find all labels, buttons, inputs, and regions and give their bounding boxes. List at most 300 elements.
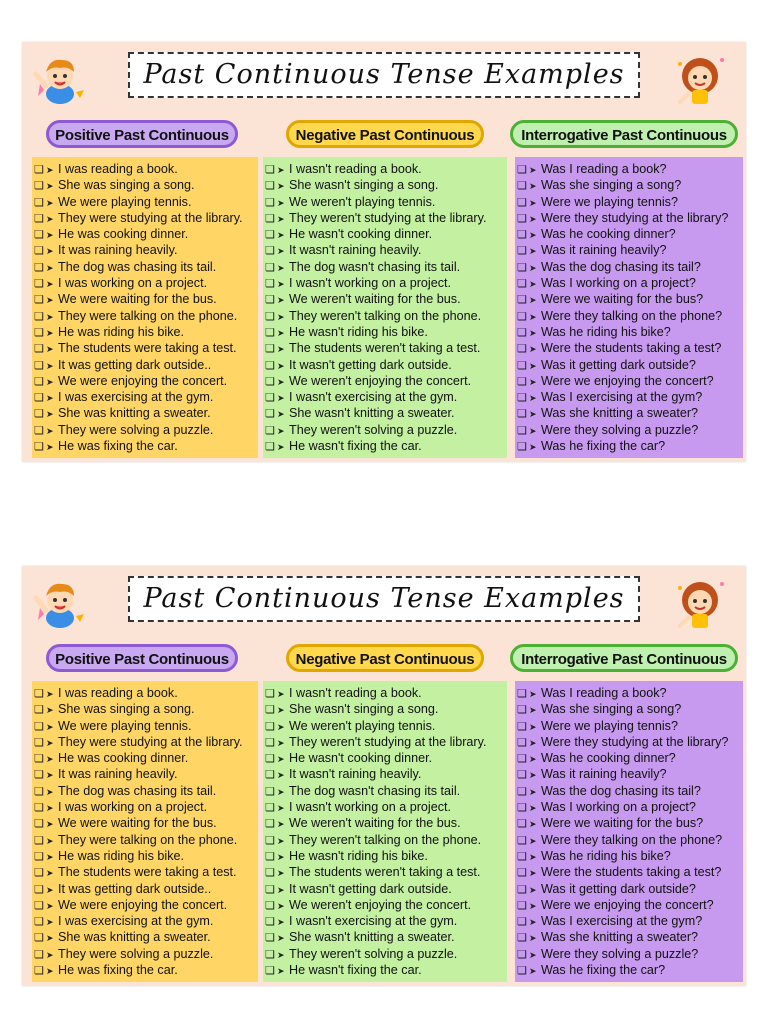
checkbox-bullet-icon: ❏ bbox=[517, 785, 527, 798]
positive-column bbox=[32, 157, 258, 458]
checkbox-bullet-icon: ❏ bbox=[517, 802, 527, 815]
negative-sentence-row bbox=[263, 766, 507, 782]
page-title: Past Continuous Tense Examples bbox=[143, 59, 625, 90]
checkbox-bullet-icon: ❏ bbox=[265, 720, 275, 733]
checkbox-bullet-icon: ❏ bbox=[265, 310, 275, 323]
checkbox-bullet-icon: ❏ bbox=[517, 948, 527, 961]
checkbox-bullet-icon: ❏ bbox=[517, 392, 527, 405]
arrow-bullet-icon: ➤ bbox=[277, 721, 285, 732]
checkbox-bullet-icon: ❏ bbox=[34, 261, 44, 274]
interrogative-sentence-row bbox=[515, 783, 743, 799]
checkbox-bullet-icon: ❏ bbox=[517, 164, 527, 176]
checkbox-bullet-icon: ❏ bbox=[34, 850, 44, 863]
negative-sentence-row bbox=[263, 405, 507, 421]
interrogative-sentence-text: Was it getting dark outside? bbox=[541, 357, 696, 372]
arrow-bullet-icon: ➤ bbox=[46, 705, 54, 716]
arrow-bullet-icon: ➤ bbox=[529, 900, 537, 911]
interrogative-sentence-row bbox=[515, 324, 743, 340]
negative-column bbox=[263, 157, 507, 458]
positive-sentence-row bbox=[32, 799, 258, 815]
negative-sentence-text: We weren't waiting for the bus. bbox=[289, 292, 461, 307]
positive-sentence-text: I was reading a book. bbox=[58, 162, 178, 176]
positive-sentence-text: He was cooking dinner. bbox=[58, 751, 189, 766]
arrow-bullet-icon: ➤ bbox=[529, 376, 537, 387]
checkbox-bullet-icon: ❏ bbox=[34, 392, 44, 405]
checkbox-bullet-icon: ❏ bbox=[517, 278, 527, 291]
negative-sentence-text: I wasn't reading a book. bbox=[289, 686, 422, 700]
arrow-bullet-icon: ➤ bbox=[277, 819, 285, 830]
arrow-bullet-icon: ➤ bbox=[277, 230, 285, 241]
checkbox-bullet-icon: ❏ bbox=[517, 196, 527, 209]
checkbox-bullet-icon: ❏ bbox=[34, 769, 44, 782]
interrogative-sentence-text: Were we playing tennis? bbox=[541, 718, 678, 733]
positive-sentence-row bbox=[32, 750, 258, 766]
positive-sentence-row bbox=[32, 226, 258, 242]
interrogative-sentence-row bbox=[515, 962, 743, 978]
checkbox-bullet-icon: ❏ bbox=[265, 375, 275, 388]
positive-sentence-text: We were waiting for the bus. bbox=[58, 816, 217, 831]
positive-sentence-text: They were solving a puzzle. bbox=[58, 946, 214, 961]
positive-sentence-text: She was knitting a sweater. bbox=[58, 406, 211, 421]
checkbox-bullet-icon: ❏ bbox=[34, 310, 44, 323]
checkbox-bullet-icon: ❏ bbox=[34, 278, 44, 291]
positive-sentence-row bbox=[32, 783, 258, 799]
positive-sentence-text: It was getting dark outside.. bbox=[58, 357, 212, 372]
arrow-bullet-icon: ➤ bbox=[277, 442, 285, 453]
interrogative-sentence-text: Was I reading a book? bbox=[541, 686, 667, 700]
negative-header: Negative Past Continuous bbox=[286, 120, 484, 148]
negative-sentence-row bbox=[263, 718, 507, 734]
negative-sentence-text: She wasn't singing a song. bbox=[289, 702, 439, 717]
negative-sentence-row bbox=[263, 161, 507, 177]
interrogative-sentence-row bbox=[515, 929, 743, 945]
checkbox-bullet-icon: ❏ bbox=[517, 720, 527, 733]
negative-sentence-row bbox=[263, 422, 507, 438]
negative-sentence-row bbox=[263, 881, 507, 897]
interrogative-sentence-text: Were they talking on the phone? bbox=[541, 832, 723, 847]
checkbox-bullet-icon: ❏ bbox=[34, 818, 44, 831]
checkbox-bullet-icon: ❏ bbox=[34, 883, 44, 896]
negative-sentence-row bbox=[263, 438, 507, 454]
checkbox-bullet-icon: ❏ bbox=[265, 948, 275, 961]
negative-sentence-text: I wasn't exercising at the gym. bbox=[289, 390, 458, 405]
arrow-bullet-icon: ➤ bbox=[46, 442, 54, 453]
negative-sentence-text: They weren't solving a puzzle. bbox=[289, 946, 458, 961]
negative-sentence-text: He wasn't cooking dinner. bbox=[289, 227, 433, 242]
arrow-bullet-icon: ➤ bbox=[529, 868, 537, 879]
arrow-bullet-icon: ➤ bbox=[529, 949, 537, 960]
positive-sentence-row bbox=[32, 881, 258, 897]
checkbox-bullet-icon: ❏ bbox=[517, 916, 527, 929]
checkbox-bullet-icon: ❏ bbox=[517, 343, 527, 356]
arrow-bullet-icon: ➤ bbox=[277, 770, 285, 781]
interrogative-header: Interrogative Past Continuous bbox=[510, 120, 738, 148]
negative-sentence-row bbox=[263, 194, 507, 210]
interrogative-sentence-row bbox=[515, 308, 743, 324]
interrogative-sentence-row bbox=[515, 685, 743, 701]
arrow-bullet-icon: ➤ bbox=[46, 689, 54, 699]
negative-sentence-text: We weren't waiting for the bus. bbox=[289, 816, 461, 831]
arrow-bullet-icon: ➤ bbox=[277, 917, 285, 928]
interrogative-sentence-row bbox=[515, 242, 743, 258]
checkbox-bullet-icon: ❏ bbox=[517, 883, 527, 896]
positive-sentence-row bbox=[32, 848, 258, 864]
interrogative-sentence-row bbox=[515, 750, 743, 766]
arrow-bullet-icon: ➤ bbox=[46, 295, 54, 306]
negative-sentence-text: They weren't talking on the phone. bbox=[289, 308, 482, 323]
arrow-bullet-icon: ➤ bbox=[46, 884, 54, 895]
interrogative-sentence-text: Was the dog chasing its tail? bbox=[541, 783, 701, 798]
negative-sentence-text: We weren't enjoying the concert. bbox=[289, 373, 472, 388]
positive-sentence-text: She was singing a song. bbox=[58, 178, 195, 193]
positive-sentence-text: He was cooking dinner. bbox=[58, 227, 189, 242]
interrogative-sentence-text: Was he fixing the car? bbox=[541, 439, 666, 454]
positive-sentence-row bbox=[32, 929, 258, 945]
positive-sentence-text: It was raining heavily. bbox=[58, 767, 178, 782]
checkbox-bullet-icon: ❏ bbox=[265, 899, 275, 912]
arrow-bullet-icon: ➤ bbox=[46, 770, 54, 781]
positive-sentence-row bbox=[32, 766, 258, 782]
checkbox-bullet-icon: ❏ bbox=[265, 196, 275, 209]
arrow-bullet-icon: ➤ bbox=[46, 376, 54, 387]
arrow-bullet-icon: ➤ bbox=[46, 966, 54, 977]
interrogative-sentence-row bbox=[515, 340, 743, 356]
arrow-bullet-icon: ➤ bbox=[277, 851, 285, 862]
positive-sentence-text: We were playing tennis. bbox=[58, 194, 192, 209]
checkbox-bullet-icon: ❏ bbox=[34, 326, 44, 339]
positive-sentence-text: I was exercising at the gym. bbox=[58, 914, 214, 929]
positive-sentence-row bbox=[32, 324, 258, 340]
interrogative-sentence-row bbox=[515, 259, 743, 275]
checkbox-bullet-icon: ❏ bbox=[34, 867, 44, 880]
arrow-bullet-icon: ➤ bbox=[46, 819, 54, 830]
negative-column bbox=[263, 681, 507, 982]
checkbox-bullet-icon: ❏ bbox=[517, 965, 527, 978]
interrogative-sentence-row bbox=[515, 832, 743, 848]
interrogative-sentence-row bbox=[515, 194, 743, 210]
checkbox-bullet-icon: ❏ bbox=[34, 343, 44, 356]
interrogative-sentence-row bbox=[515, 946, 743, 962]
arrow-bullet-icon: ➤ bbox=[277, 425, 285, 436]
negative-sentence-text: The dog wasn't chasing its tail. bbox=[289, 783, 461, 798]
interrogative-sentence-text: Was he riding his bike? bbox=[541, 324, 671, 339]
arrow-bullet-icon: ➤ bbox=[277, 327, 285, 338]
positive-sentence-row bbox=[32, 291, 258, 307]
negative-sentence-text: It wasn't raining heavily. bbox=[289, 243, 422, 258]
positive-sentence-row bbox=[32, 718, 258, 734]
interrogative-column bbox=[515, 681, 743, 982]
arrow-bullet-icon: ➤ bbox=[529, 737, 537, 748]
negative-sentence-row bbox=[263, 799, 507, 815]
arrow-bullet-icon: ➤ bbox=[529, 884, 537, 895]
arrow-bullet-icon: ➤ bbox=[46, 197, 54, 208]
arrow-bullet-icon: ➤ bbox=[529, 786, 537, 797]
positive-sentence-text: The dog was chasing its tail. bbox=[58, 783, 217, 798]
interrogative-sentence-text: Were the students taking a test? bbox=[541, 341, 722, 356]
interrogative-sentence-text: Was I reading a book? bbox=[541, 162, 667, 176]
checkbox-bullet-icon: ❏ bbox=[265, 326, 275, 339]
checkbox-bullet-icon: ❏ bbox=[265, 965, 275, 978]
checkbox-bullet-icon: ❏ bbox=[265, 785, 275, 798]
arrow-bullet-icon: ➤ bbox=[529, 393, 537, 404]
title-box bbox=[128, 576, 640, 622]
checkbox-bullet-icon: ❏ bbox=[34, 785, 44, 798]
checkbox-bullet-icon: ❏ bbox=[265, 359, 275, 372]
positive-sentence-row bbox=[32, 373, 258, 389]
checkbox-bullet-icon: ❏ bbox=[34, 948, 44, 961]
positive-sentence-row bbox=[32, 685, 258, 701]
arrow-bullet-icon: ➤ bbox=[46, 393, 54, 404]
checkbox-bullet-icon: ❏ bbox=[34, 965, 44, 978]
negative-sentence-text: I wasn't working on a project. bbox=[289, 276, 452, 291]
interrogative-sentence-row bbox=[515, 161, 743, 177]
negative-sentence-text: The students weren't taking a test. bbox=[289, 341, 481, 356]
negative-sentence-row bbox=[263, 750, 507, 766]
arrow-bullet-icon: ➤ bbox=[46, 868, 54, 879]
checkbox-bullet-icon: ❏ bbox=[265, 441, 275, 454]
checkbox-bullet-icon: ❏ bbox=[517, 753, 527, 766]
checkbox-bullet-icon: ❏ bbox=[34, 720, 44, 733]
checkbox-bullet-icon: ❏ bbox=[265, 424, 275, 437]
interrogative-sentence-text: Was it raining heavily? bbox=[541, 243, 667, 258]
checkbox-bullet-icon: ❏ bbox=[265, 294, 275, 307]
checkbox-bullet-icon: ❏ bbox=[517, 229, 527, 242]
arrow-bullet-icon: ➤ bbox=[529, 262, 537, 273]
positive-sentence-row bbox=[32, 438, 258, 454]
checkbox-bullet-icon: ❏ bbox=[517, 424, 527, 437]
interrogative-sentence-row bbox=[515, 438, 743, 454]
arrow-bullet-icon: ➤ bbox=[277, 393, 285, 404]
negative-sentence-text: They weren't talking on the phone. bbox=[289, 832, 482, 847]
title-box bbox=[128, 52, 640, 98]
interrogative-sentence-text: Was she singing a song? bbox=[541, 702, 682, 717]
checkbox-bullet-icon: ❏ bbox=[517, 688, 527, 700]
arrow-bullet-icon: ➤ bbox=[277, 868, 285, 879]
checkbox-bullet-icon: ❏ bbox=[34, 212, 44, 225]
checkbox-bullet-icon: ❏ bbox=[517, 375, 527, 388]
interrogative-sentence-text: Was I working on a project? bbox=[541, 276, 696, 291]
interrogative-sentence-text: Were we enjoying the concert? bbox=[541, 897, 714, 912]
arrow-bullet-icon: ➤ bbox=[46, 933, 54, 944]
checkbox-bullet-icon: ❏ bbox=[34, 229, 44, 242]
interrogative-sentence-row bbox=[515, 405, 743, 421]
positive-sentence-text: He was riding his bike. bbox=[58, 848, 184, 863]
checkbox-bullet-icon: ❏ bbox=[34, 441, 44, 454]
positive-sentence-row bbox=[32, 897, 258, 913]
negative-sentence-text: He wasn't riding his bike. bbox=[289, 324, 428, 339]
arrow-bullet-icon: ➤ bbox=[529, 165, 537, 175]
checkbox-bullet-icon: ❏ bbox=[517, 769, 527, 782]
boy-mascot-icon bbox=[30, 50, 90, 106]
negative-sentence-row bbox=[263, 913, 507, 929]
checkbox-bullet-icon: ❏ bbox=[517, 294, 527, 307]
positive-sentence-text: They were talking on the phone. bbox=[58, 832, 238, 847]
checkbox-bullet-icon: ❏ bbox=[517, 310, 527, 323]
arrow-bullet-icon: ➤ bbox=[46, 262, 54, 273]
negative-sentence-row bbox=[263, 324, 507, 340]
arrow-bullet-icon: ➤ bbox=[46, 181, 54, 192]
arrow-bullet-icon: ➤ bbox=[529, 425, 537, 436]
negative-sentence-text: She wasn't knitting a sweater. bbox=[289, 930, 455, 945]
positive-sentence-row bbox=[32, 161, 258, 177]
arrow-bullet-icon: ➤ bbox=[46, 949, 54, 960]
checkbox-bullet-icon: ❏ bbox=[265, 688, 275, 700]
positive-sentence-row bbox=[32, 832, 258, 848]
checkbox-bullet-icon: ❏ bbox=[517, 326, 527, 339]
positive-sentence-text: She was singing a song. bbox=[58, 702, 195, 717]
arrow-bullet-icon: ➤ bbox=[46, 213, 54, 224]
checkbox-bullet-icon: ❏ bbox=[265, 753, 275, 766]
negative-sentence-text: I wasn't exercising at the gym. bbox=[289, 914, 458, 929]
arrow-bullet-icon: ➤ bbox=[529, 835, 537, 846]
interrogative-sentence-row bbox=[515, 177, 743, 193]
interrogative-sentence-row bbox=[515, 815, 743, 831]
arrow-bullet-icon: ➤ bbox=[277, 344, 285, 355]
interrogative-sentence-text: Was she knitting a sweater? bbox=[541, 930, 699, 945]
arrow-bullet-icon: ➤ bbox=[46, 165, 54, 175]
arrow-bullet-icon: ➤ bbox=[277, 949, 285, 960]
negative-sentence-row bbox=[263, 864, 507, 880]
interrogative-sentence-text: Was I exercising at the gym? bbox=[541, 914, 703, 929]
interrogative-sentence-row bbox=[515, 799, 743, 815]
positive-sentence-text: We were waiting for the bus. bbox=[58, 292, 217, 307]
positive-sentence-row bbox=[32, 308, 258, 324]
girl-mascot-icon bbox=[670, 50, 730, 106]
positive-sentence-text: They were talking on the phone. bbox=[58, 308, 238, 323]
interrogative-sentence-text: Was I working on a project? bbox=[541, 800, 696, 815]
checkbox-bullet-icon: ❏ bbox=[34, 180, 44, 193]
arrow-bullet-icon: ➤ bbox=[46, 344, 54, 355]
negative-sentence-text: She wasn't knitting a sweater. bbox=[289, 406, 455, 421]
arrow-bullet-icon: ➤ bbox=[46, 360, 54, 371]
checkbox-bullet-icon: ❏ bbox=[34, 164, 44, 176]
positive-sentence-text: I was exercising at the gym. bbox=[58, 390, 214, 405]
arrow-bullet-icon: ➤ bbox=[277, 900, 285, 911]
positive-sentence-row bbox=[32, 815, 258, 831]
positive-sentence-row bbox=[32, 913, 258, 929]
negative-sentence-text: The students weren't taking a test. bbox=[289, 865, 481, 880]
checkbox-bullet-icon: ❏ bbox=[517, 704, 527, 717]
negative-sentence-text: It wasn't getting dark outside. bbox=[289, 881, 452, 896]
interrogative-sentence-row bbox=[515, 291, 743, 307]
negative-sentence-row bbox=[263, 210, 507, 226]
negative-sentence-row bbox=[263, 701, 507, 717]
arrow-bullet-icon: ➤ bbox=[529, 770, 537, 781]
arrow-bullet-icon: ➤ bbox=[529, 803, 537, 814]
positive-sentence-row bbox=[32, 946, 258, 962]
checkbox-bullet-icon: ❏ bbox=[265, 932, 275, 945]
checkbox-bullet-icon: ❏ bbox=[517, 867, 527, 880]
checkbox-bullet-icon: ❏ bbox=[517, 899, 527, 912]
negative-sentence-row bbox=[263, 259, 507, 275]
arrow-bullet-icon: ➤ bbox=[529, 689, 537, 699]
checkbox-bullet-icon: ❏ bbox=[34, 834, 44, 847]
checkbox-bullet-icon: ❏ bbox=[34, 753, 44, 766]
negative-sentence-text: They weren't studying at the library. bbox=[289, 210, 487, 225]
page-title: Past Continuous Tense Examples bbox=[143, 583, 625, 614]
arrow-bullet-icon: ➤ bbox=[529, 409, 537, 420]
interrogative-sentence-row bbox=[515, 357, 743, 373]
positive-sentence-text: They were solving a puzzle. bbox=[58, 422, 214, 437]
checkbox-bullet-icon: ❏ bbox=[34, 704, 44, 717]
negative-sentence-row bbox=[263, 848, 507, 864]
negative-sentence-row bbox=[263, 815, 507, 831]
interrogative-sentence-text: Was he cooking dinner? bbox=[541, 227, 676, 242]
arrow-bullet-icon: ➤ bbox=[46, 754, 54, 765]
interrogative-sentence-row bbox=[515, 897, 743, 913]
checkbox-bullet-icon: ❏ bbox=[34, 359, 44, 372]
checkbox-bullet-icon: ❏ bbox=[34, 294, 44, 307]
negative-sentence-row bbox=[263, 897, 507, 913]
interrogative-header: Interrogative Past Continuous bbox=[510, 644, 738, 672]
negative-sentence-text: I wasn't reading a book. bbox=[289, 162, 422, 176]
boy-mascot-icon bbox=[30, 574, 90, 630]
positive-sentence-row bbox=[32, 422, 258, 438]
positive-sentence-row bbox=[32, 962, 258, 978]
arrow-bullet-icon: ➤ bbox=[529, 311, 537, 322]
arrow-bullet-icon: ➤ bbox=[277, 360, 285, 371]
interrogative-sentence-text: Were they solving a puzzle? bbox=[541, 422, 699, 437]
interrogative-sentence-row bbox=[515, 734, 743, 750]
interrogative-sentence-text: Were we playing tennis? bbox=[541, 194, 678, 209]
negative-sentence-text: We weren't enjoying the concert. bbox=[289, 897, 472, 912]
positive-sentence-row bbox=[32, 242, 258, 258]
negative-sentence-text: It wasn't raining heavily. bbox=[289, 767, 422, 782]
arrow-bullet-icon: ➤ bbox=[529, 213, 537, 224]
checkbox-bullet-icon: ❏ bbox=[265, 278, 275, 291]
negative-sentence-text: He wasn't cooking dinner. bbox=[289, 751, 433, 766]
positive-sentence-row bbox=[32, 340, 258, 356]
negative-sentence-row bbox=[263, 946, 507, 962]
arrow-bullet-icon: ➤ bbox=[529, 917, 537, 928]
positive-sentence-text: They were studying at the library. bbox=[58, 210, 243, 225]
arrow-bullet-icon: ➤ bbox=[529, 327, 537, 338]
negative-sentence-row bbox=[263, 832, 507, 848]
negative-sentence-text: She wasn't singing a song. bbox=[289, 178, 439, 193]
positive-sentence-text: The dog was chasing its tail. bbox=[58, 259, 217, 274]
arrow-bullet-icon: ➤ bbox=[46, 803, 54, 814]
negative-sentence-text: We weren't playing tennis. bbox=[289, 718, 436, 733]
interrogative-sentence-row bbox=[515, 210, 743, 226]
arrow-bullet-icon: ➤ bbox=[529, 933, 537, 944]
checkbox-bullet-icon: ❏ bbox=[265, 180, 275, 193]
checkbox-bullet-icon: ❏ bbox=[265, 261, 275, 274]
checkbox-bullet-icon: ❏ bbox=[265, 916, 275, 929]
arrow-bullet-icon: ➤ bbox=[46, 246, 54, 257]
arrow-bullet-icon: ➤ bbox=[277, 409, 285, 420]
arrow-bullet-icon: ➤ bbox=[277, 165, 285, 175]
interrogative-sentence-text: Were we waiting for the bus? bbox=[541, 816, 704, 831]
arrow-bullet-icon: ➤ bbox=[529, 246, 537, 257]
positive-sentence-row bbox=[32, 259, 258, 275]
arrow-bullet-icon: ➤ bbox=[46, 721, 54, 732]
arrow-bullet-icon: ➤ bbox=[46, 279, 54, 290]
checkbox-bullet-icon: ❏ bbox=[34, 424, 44, 437]
checkbox-bullet-icon: ❏ bbox=[34, 899, 44, 912]
negative-sentence-row bbox=[263, 389, 507, 405]
interrogative-sentence-row bbox=[515, 389, 743, 405]
arrow-bullet-icon: ➤ bbox=[46, 786, 54, 797]
interrogative-sentence-text: Were they talking on the phone? bbox=[541, 308, 723, 323]
checkbox-bullet-icon: ❏ bbox=[265, 164, 275, 176]
arrow-bullet-icon: ➤ bbox=[46, 230, 54, 241]
positive-sentence-text: It was raining heavily. bbox=[58, 243, 178, 258]
arrow-bullet-icon: ➤ bbox=[277, 884, 285, 895]
positive-sentence-text: We were playing tennis. bbox=[58, 718, 192, 733]
interrogative-sentence-row bbox=[515, 848, 743, 864]
arrow-bullet-icon: ➤ bbox=[277, 933, 285, 944]
positive-sentence-text: I was working on a project. bbox=[58, 800, 208, 815]
